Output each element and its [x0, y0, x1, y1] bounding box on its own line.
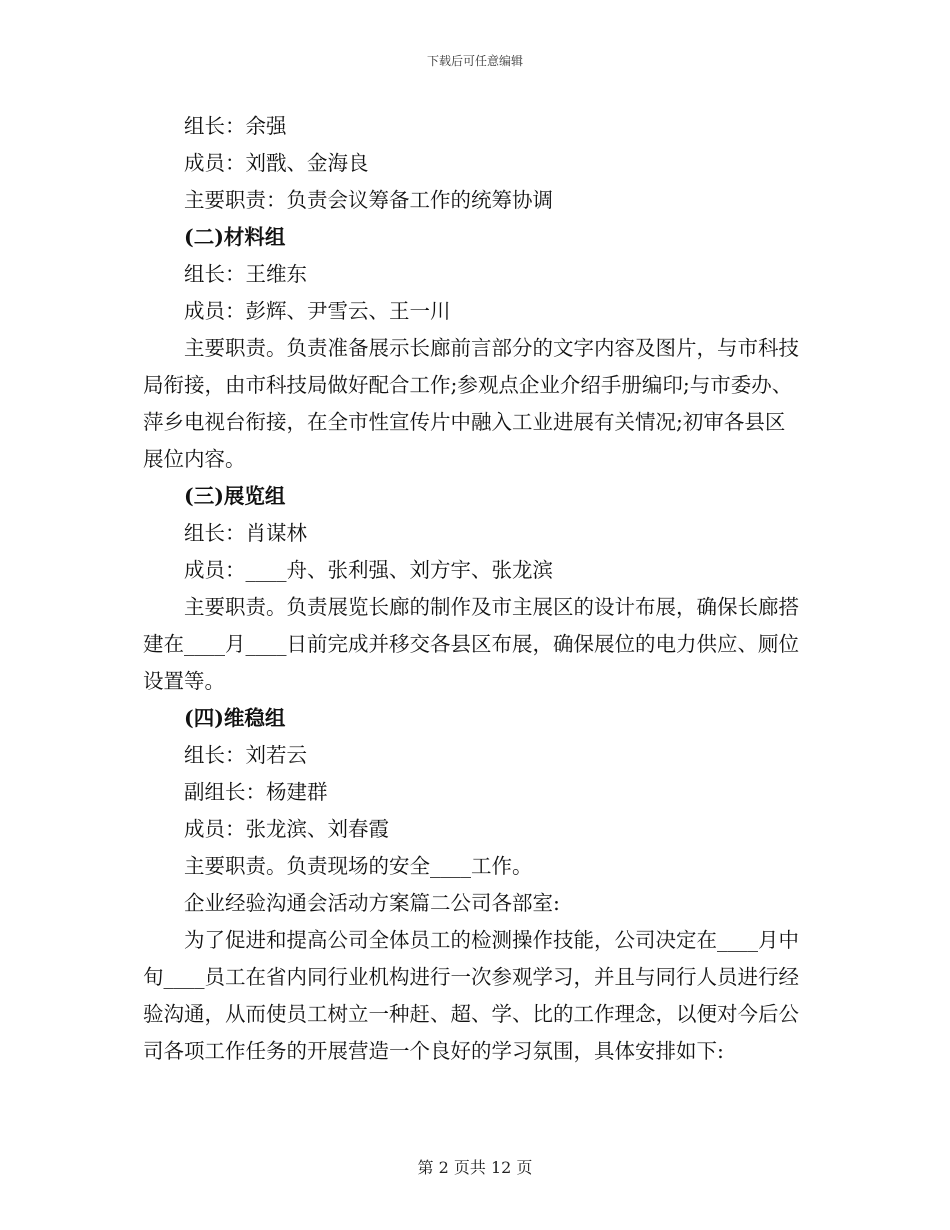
paragraph: 成员：张龙滨、刘春霞: [184, 817, 389, 841]
paragraph: 为了促进和提高公司全体员工的检测操作技能，公司决定在____月中旬____员工在省内同行业机构进行一次参观学习，并且与同行人员进行经验沟通，从而使员工树立一种赶、超、学、比的工作理念，以便对今后公司各项工作任务的开展营造一个良好的学习氛围，具体安排如下:: [143, 928, 799, 1063]
paragraph: 成员：刘戬、金海良: [184, 151, 369, 175]
page-header: 下载后可任意编辑: [426, 54, 523, 68]
paragraph: 组长：肖谋林: [184, 521, 307, 545]
paragraph: 主要职责。负责现场的安全____工作。: [184, 854, 533, 878]
paragraph: 组长：王维东: [184, 262, 307, 286]
paragraph: 企业经验沟通会活动方案篇二公司各部室:: [184, 891, 560, 915]
paragraph: 组长：刘若云: [184, 743, 307, 767]
page-footer: 第 2 页共 12 页: [417, 1158, 533, 1177]
paragraph: 成员：彭辉、尹雪云、王一川: [184, 299, 451, 323]
paragraph: 主要职责。负责展览长廊的制作及市主展区的设计布展，确保长廊搭建在____月____日前完成并移交各县区布展，确保展位的电力供应、厕位设置等。: [143, 595, 799, 693]
section-heading: (三)展览组: [184, 484, 286, 508]
section-heading: (四)维稳组: [184, 706, 286, 730]
paragraph: 主要职责：负责会议筹备工作的统筹协调: [184, 188, 553, 212]
paragraph: 副组长：杨建群: [184, 780, 328, 804]
paragraph: 组长：余强: [184, 114, 287, 138]
paragraph: 主要职责。负责准备展示长廊前言部分的文字内容及图片，与市科技局衔接，由市科技局做好配合工作;参观点企业介绍手册编印;与市委办、萍乡电视台衔接，在全市性宣传片中融入工业进展有关情况;初审各县区展位内容。: [143, 336, 799, 471]
paragraph: 成员：____舟、张利强、刘方宇、张龙滨: [184, 558, 553, 582]
document-body: [143, 108, 805, 1070]
section-heading: (二)材料组: [184, 225, 286, 249]
